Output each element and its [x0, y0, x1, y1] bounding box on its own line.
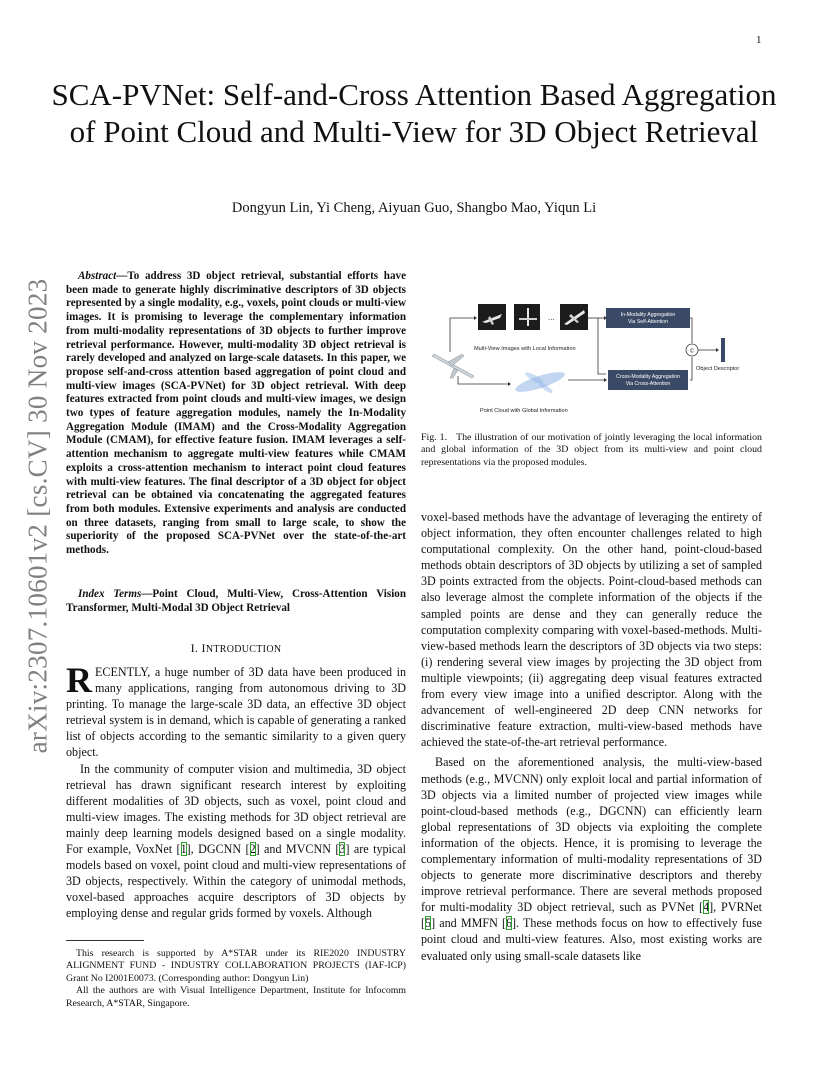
point-cloud-object: [513, 368, 566, 395]
arrow-views-to-cmam: [598, 318, 606, 374]
footnote-rule: [66, 940, 144, 941]
view-ellipsis: ...: [548, 313, 555, 322]
view-image-3: [560, 304, 588, 330]
arrow-object-to-views: [450, 318, 476, 352]
right-p2-text-d: ]. These methods focus on how to effectively fuse point cloud and multi-view features. Also, most existing works are evaluated only using small-scale datasets like: [421, 916, 762, 963]
arxiv-watermark: [12, 276, 64, 756]
citation-link-1[interactable]: 1: [180, 842, 187, 857]
intro-p2-text-c: ] and MVCNN [: [255, 842, 340, 857]
citation-link-2[interactable]: 2: [249, 842, 256, 857]
footnote: [66, 948, 406, 1010]
intro-paragraph-2: [66, 761, 406, 922]
citation-link-6[interactable]: 6: [505, 916, 513, 931]
right-column-body: [421, 509, 762, 964]
intro-p2-text-b: ], DGCNN [: [186, 842, 250, 857]
right-p2-text-b: ], PVRNet [: [421, 900, 762, 931]
imam-box: [606, 308, 690, 328]
figure-caption-text: The illustration of our motivation of jointly leveraging the local information and global information of the 3D object from its multi-view and point cloud representations via the proposed modules.: [421, 432, 762, 468]
imam-label-line2: Via Self-Attention: [628, 319, 668, 325]
arxiv-identifier: arXiv:2307.10601v2 [cs.CV] 30 Nov 2023: [22, 278, 53, 754]
index-terms-text: —Point Cloud, Multi-View, Cross-Attention Vision Transformer, Multi-Modal 3D Object Retrieval: [66, 588, 406, 614]
concat-symbol: c: [690, 347, 694, 355]
intro-paragraph-1: [66, 660, 406, 761]
cmam-label-line2: Via Cross-Attention: [625, 381, 671, 387]
right-paragraph-2: [421, 754, 762, 963]
intro-paragraph-1-text: a huge number of 3D data have been produced in many applications, ranging from autonomous driving to 3D printing. To manage the large-scale 3D data, an effective 3D object retrieval system is in demand, which is capable of generating a ranked list of objects according to the semantic similarity to a given query object.: [66, 665, 406, 760]
figure-1-diagram: [428, 292, 762, 418]
figure-caption-label: Fig. 1.: [421, 432, 448, 443]
right-paragraph-1: voxel-based methods have the advantage of leveraging the entirety of object information, they often encounter challenges related to high computational complexity. On the other hand, point-cloud-based methods obtain descriptors of 3D objects by utilizing a set of sampled 3D points extracted from the objects. Point-cloud-based methods can also leverage almost the complete information of the objects if the sampled points are dense and they can generally reduce the computation complexity comparing with voxel-based-methods. Multi-view-based methods learn the descriptors of 3D objects via two steps: (i) rendering several view images by projecting the 3D object from multiple viewpoints; (ii) aggregating deep visual features extracted from every view image into a unified descriptor. Along with the advancement of well-engineered 2D deep CNN networks for discriminative feature extraction, multi-view-based methods have achieved the state-of-the-art retrieval performance.: [421, 510, 762, 750]
citation-link-3[interactable]: 3: [339, 842, 346, 857]
right-p2-text-a: Based on the aforementioned analysis, the multi-view-based methods (e.g., MVCNN) only exploit local and partial information of 3D objects via a limited number of projected view images while point-cloud-based methods (e.g., DGCNN) can efficiently learn global representations of 3D objects via exploiting the complete information of the objects. Hence, it is promising to leverage the complementary information of multi-modality representations of 3D objects to generate more discriminative descriptors and thereby improve retrieval performance. There are several methods proposed for multi-modality 3D object retrieval, such as PVNet [: [421, 755, 762, 915]
introduction-body: [66, 660, 406, 922]
right-p2-text-c: ] and MMFN [: [431, 916, 506, 931]
page-number: 1: [756, 34, 762, 46]
index-terms: [66, 588, 406, 615]
section-title-first-letter: I: [201, 641, 206, 655]
descriptor-label: Object Descriptor: [696, 366, 740, 372]
abstract-label: Abstract: [78, 270, 117, 282]
citation-link-5[interactable]: 5: [425, 916, 432, 931]
imam-label-line1: In-Modality Aggregation: [620, 312, 676, 318]
footnote-affiliation: All the authors are with Visual Intelligence Department, Institute for Infocomm Research, A*STAR, Singapore.: [66, 985, 406, 1009]
abstract: [66, 270, 406, 558]
paper-title: SCA-PVNet: Self-and-Cross Attention Based Aggregation of Point Cloud and Multi-View for 3D Object Retrieval: [51, 77, 777, 149]
cmam-box: [608, 370, 688, 390]
author-list: Dongyun Lin, Yi Cheng, Aiyuan Guo, Shangbo Mao, Yiqun Li: [231, 200, 597, 216]
drop-cap: R: [66, 660, 92, 700]
view-image-1: [478, 304, 506, 330]
footnote-funding: This research is supported by A*STAR under its RIE2020 INDUSTRY ALIGNMENT FUND - INDUSTRY COLLABORATION PROJECTS (IAF-ICP) Grant No I2001E0073. (Corresponding author: Dongyun Lin): [66, 948, 406, 984]
section-number: I.: [190, 641, 199, 655]
intro-p2-text-d: ] are typical models based on voxel, point cloud and multi-view representations of 3D objects, respectively. Within the category of unimodal methods, voxel-based approaches acquire descriptors of 3D objects by employing dense and regular grids formed by voxels. Although: [66, 842, 406, 921]
section-title-rest: NTRODUCTION: [205, 644, 282, 655]
view-image-2: [514, 304, 540, 330]
citation-link-4[interactable]: 4: [703, 900, 710, 915]
descriptor-bar: [721, 338, 725, 362]
airplane-3d-object: [432, 354, 474, 378]
abstract-text: —To address 3D object retrieval, substantial efforts have been made to generate highly discriminative descriptors of 3D objects represented by a single modality, e.g., voxels, point clouds or multi-view images. It is promising to leverage the complementary information from multi-modality representations of 3D objects to further improve retrieval performance. However, multi-modality 3D object retrieval is rarely developed and analyzed on large-scale datasets. In this paper, we propose self-and-cross attention based aggregation of point cloud and multi-view images (SCA-PVNet) for 3D object retrieval. With deep features extracted from point clouds and multi-view images, we design two types of feature aggregation modules, namely the In-Modality Aggregation Module (IMAM) and the Cross-Modality Aggregation Module (CMAM), for effective feature fusion. IMAM leverages a self-attention mechanism to aggregate multi-view features while CMAM exploits a cross-attention mechanism to interact point cloud features with multi-view features. The final descriptor of a 3D object for object retrieval can be obtained via concatenating the aggregated features from both modules. Extensive experiments and analysis are conducted on three datasets, ranging from small to large scale, to show the superiority of the proposed SCA-PVNet over the state-of-the-art methods.: [66, 270, 406, 557]
index-terms-label: Index Terms: [78, 588, 142, 600]
section-heading-introduction: [66, 641, 406, 656]
intro-p2-text-a: In the community of computer vision and multimedia, 3D object retrieval has drawn significant research interest by exploiting different modalities of 3D objects, such as voxel, point cloud and multi-view images. The existing methods for 3D object retrieval are mainly deep learning models designed based on a single modality. For example, VoxNet [: [66, 761, 406, 857]
cmam-label-line1: Cross-Modality Aggregation: [616, 374, 680, 380]
pointcloud-label: Point Cloud with Global Information: [480, 408, 568, 414]
multiview-label: Multi-View Images with Local Information: [474, 346, 576, 352]
arrow-object-to-pointcloud: [458, 376, 510, 384]
figure-1-caption: [421, 432, 762, 469]
intro-lead-word: ECENTLY,: [95, 665, 151, 679]
